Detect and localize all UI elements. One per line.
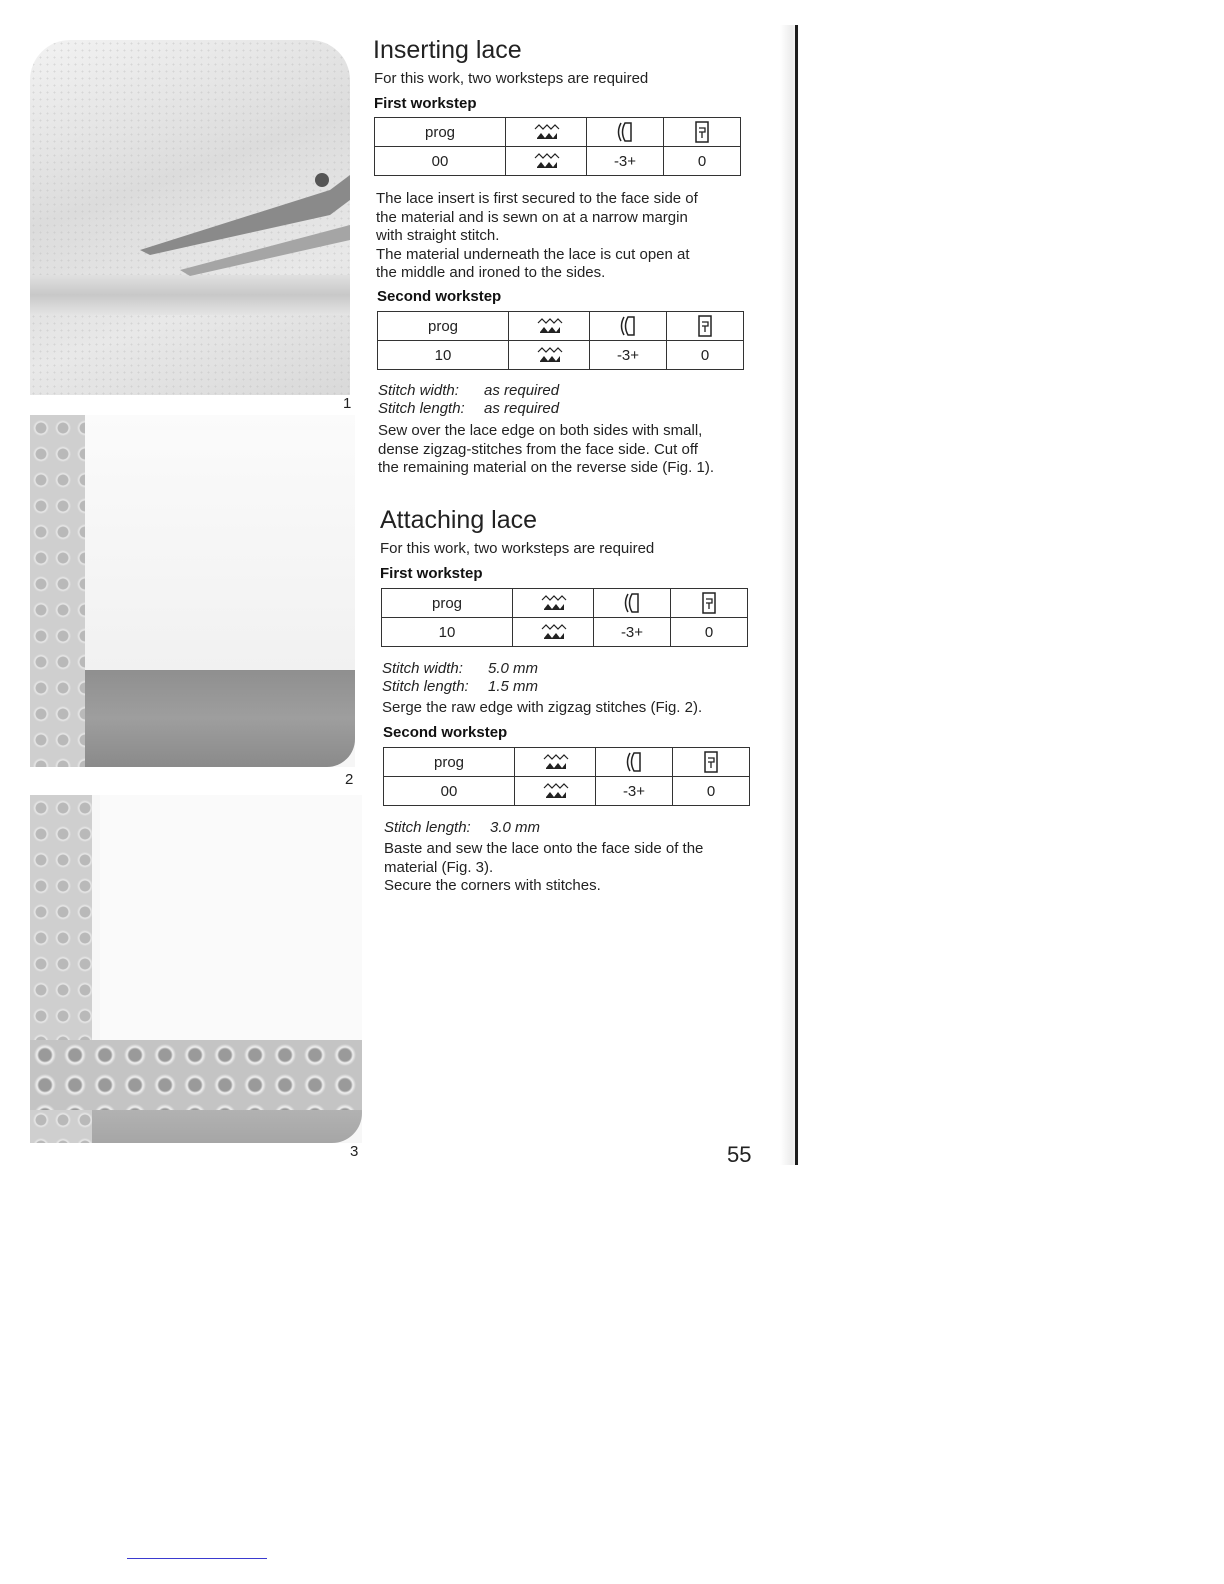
settings-table [377, 311, 744, 370]
setting-value: as required [484, 400, 560, 417]
figure-3-attached-lace-corner [30, 795, 362, 1143]
zigzag-stitch-icon [509, 341, 590, 370]
table-header-row [384, 748, 750, 777]
scissors-icon [30, 40, 350, 395]
stitch-length-value: -3+ [590, 341, 667, 370]
step-description [376, 190, 698, 283]
setting-value: 1.5 mm [488, 678, 539, 695]
step-description [378, 422, 714, 478]
setting-label: Stitch width: [378, 382, 459, 399]
setting-label: Stitch width: [382, 660, 463, 677]
text-line: Secure the corners with stitches. [384, 877, 601, 894]
step-description [382, 699, 702, 718]
text-line: The material underneath the lace is cut open at [376, 245, 690, 263]
stitch-length-setting [378, 400, 559, 417]
zigzag-stitch-icon [506, 118, 587, 147]
stitch-length-icon [587, 118, 664, 147]
setting-value: 3.0 mm [490, 819, 541, 836]
setting-label: Stitch length: [384, 819, 471, 836]
figure-2-serged-edge [30, 415, 355, 767]
setting-value: 5.0 mm [488, 660, 539, 677]
stitch-length-value: -3+ [587, 147, 664, 176]
figure-number-3: 3 [350, 1143, 359, 1160]
step-description [384, 840, 703, 896]
presser-foot-icon [671, 589, 748, 618]
section-intro: For this work, two worksteps are required [374, 70, 649, 87]
bottom-underline [127, 1558, 267, 1559]
table-value-row [375, 147, 741, 176]
zigzag-stitch-icon [506, 147, 587, 176]
table-header-row [382, 589, 748, 618]
prog-header: prog [375, 118, 506, 147]
text-line: The lace insert is first secured to the face side of [376, 190, 698, 207]
stitch-length-setting [382, 678, 538, 695]
figure-number-2: 2 [345, 771, 354, 788]
table-value-row [384, 777, 750, 806]
section-title-attaching-lace: Attaching lace [380, 506, 538, 534]
prog-header: prog [378, 312, 509, 341]
text-line: material (Fig. 3). [384, 858, 494, 876]
table-header-row [378, 312, 744, 341]
text-line: Baste and sew the lace onto the face side of the [384, 840, 704, 857]
stitch-length-icon [596, 748, 673, 777]
zigzag-stitch-icon [513, 618, 594, 647]
zigzag-stitch-icon [515, 748, 596, 777]
lace-border-horizontal [30, 1040, 362, 1110]
page-edge-rule [795, 25, 798, 1165]
zigzag-stitch-icon [515, 777, 596, 806]
table-value-row [378, 341, 744, 370]
presser-foot-value: 0 [667, 341, 744, 370]
presser-foot-icon [673, 748, 750, 777]
zigzag-stitch-icon [513, 589, 594, 618]
step-heading-first: First workstep [380, 565, 483, 582]
stitch-width-setting [378, 382, 559, 399]
stitch-length-value: -3+ [594, 618, 671, 647]
text-line: with straight stitch. [376, 227, 500, 244]
table-value-row [382, 618, 748, 647]
step-heading-second: Second workstep [383, 724, 508, 741]
text-line: dense zigzag-stitches from the face side. Cut off [378, 440, 698, 458]
presser-foot-icon [667, 312, 744, 341]
presser-foot-value: 0 [664, 147, 741, 176]
prog-value: 10 [382, 618, 513, 647]
setting-label: Stitch length: [378, 400, 465, 417]
presser-foot-icon [664, 118, 741, 147]
stitch-length-icon [594, 589, 671, 618]
section-title-inserting-lace: Inserting lace [373, 36, 522, 64]
text-line: the remaining material on the reverse side (Fig. 1). [378, 459, 714, 476]
text-line: the middle and ironed to the sides. [376, 264, 606, 281]
setting-label: Stitch length: [382, 678, 469, 695]
grey-fabric [85, 670, 355, 767]
prog-value: 00 [384, 777, 515, 806]
settings-table [381, 588, 748, 647]
white-cloth [100, 795, 362, 1040]
prog-header: prog [382, 589, 513, 618]
figure-number-1: 1 [343, 395, 352, 412]
presser-foot-value: 0 [673, 777, 750, 806]
table-header-row [375, 118, 741, 147]
stitch-width-setting [382, 660, 538, 677]
setting-value: as required [484, 382, 560, 399]
stitch-length-setting [384, 819, 540, 836]
prog-value: 10 [378, 341, 509, 370]
text-line: Sew over the lace edge on both sides with small, [378, 422, 703, 439]
text-line: Serge the raw edge with zigzag stitches (Fig. 2). [382, 699, 703, 716]
lace-border [30, 415, 92, 767]
prog-header: prog [384, 748, 515, 777]
text-line: the material and is sewn on at a narrow margin [376, 208, 688, 226]
zigzag-stitch-icon [509, 312, 590, 341]
stitch-length-icon [590, 312, 667, 341]
prog-value: 00 [375, 147, 506, 176]
page-number: 55 [727, 1142, 752, 1167]
settings-table [374, 117, 741, 176]
step-heading-second: Second workstep [377, 288, 502, 305]
stitch-length-value: -3+ [596, 777, 673, 806]
section-intro: For this work, two worksteps are required [380, 540, 655, 557]
settings-table [383, 747, 750, 806]
figure-1-scissors-cutting-fabric [30, 40, 350, 395]
white-cloth [85, 415, 355, 670]
presser-foot-value: 0 [671, 618, 748, 647]
step-heading-first: First workstep [374, 95, 477, 112]
